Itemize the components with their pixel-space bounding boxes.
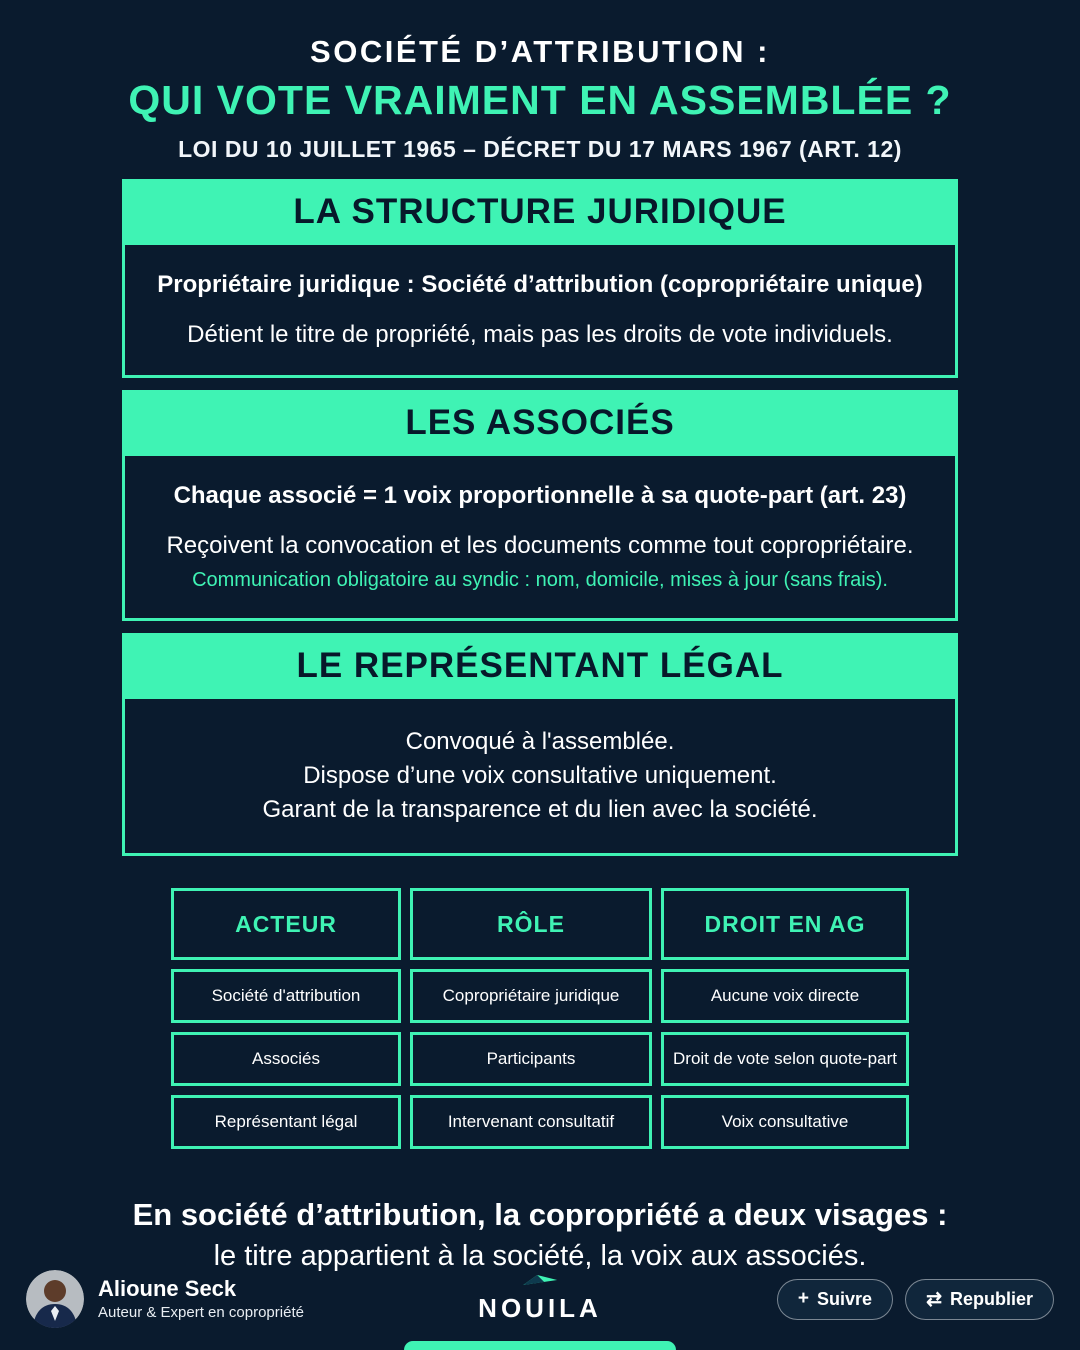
conclusion-bold-line: En société d’attribution, la copropriété a deux visages : (132, 1197, 948, 1233)
brand-name: NOUILA (478, 1293, 602, 1323)
section-representant-legal (122, 633, 958, 856)
bottom-accent-bar (404, 1341, 676, 1350)
footer-bar (0, 1268, 1080, 1330)
section-title-representant: LE REPRÉSENTANT LÉGAL (122, 633, 958, 699)
section-text: Détient le titre de propriété, mais pas les droits de vote individuels. (187, 321, 893, 348)
repost-icon: ⇄ (926, 1288, 942, 1310)
table-cell: Associés (171, 1032, 401, 1086)
actors-table (171, 888, 909, 1149)
author-role: Auteur & Expert en copropriété (98, 1304, 304, 1322)
section-title-structure: LA STRUCTURE JURIDIQUE (122, 179, 958, 245)
table-cell: Aucune voix directe (661, 969, 909, 1023)
conclusion-regular-line: le titre appartient à la société, la voix aux associés. (213, 1240, 867, 1273)
table-cell: Voix consultative (661, 1095, 909, 1149)
follow-button-label: Suivre (817, 1288, 873, 1309)
avatar-photo (26, 1270, 84, 1328)
section-line: Garant de la transparence et du lien avec la société. (262, 796, 818, 824)
section-line: Dispose d’une voix consultative uniquement. (303, 762, 777, 790)
table-header-role: RÔLE (410, 888, 652, 960)
section-body-associes (122, 456, 958, 621)
table-cell: Copropriétaire juridique (410, 969, 652, 1023)
author-profile[interactable] (26, 1270, 304, 1328)
table-header-acteur: ACTEUR (171, 888, 401, 960)
title-line2: QUI VOTE VRAIMENT EN ASSEMBLÉE ? (128, 77, 952, 123)
header (128, 34, 951, 163)
repost-button-label: Republier (949, 1288, 1033, 1309)
avatar[interactable] (26, 1270, 84, 1328)
section-body-structure (122, 245, 958, 378)
section-body-representant (122, 699, 958, 856)
section-line: Convoqué à l'assemblée. (405, 728, 675, 755)
section-text: Reçoivent la convocation et les documents comme tout copropriétaire. (166, 532, 914, 559)
section-lead: Chaque associé = 1 voix proportionnelle à sa quote-part (art. 23) (173, 482, 907, 509)
title-line1: SOCIÉTÉ D’ATTRIBUTION : (310, 34, 770, 69)
author-name: Alioune Seck (98, 1275, 237, 1301)
table-cell: Intervenant consultatif (410, 1095, 652, 1149)
follow-button[interactable] (777, 1279, 893, 1320)
repost-button[interactable] (905, 1279, 1054, 1320)
subtitle-law-reference: LOI DU 10 JUILLET 1965 – DÉCRET DU 17 MARS 1967 (ART. 12) (178, 136, 902, 162)
table-cell: Participants (410, 1032, 652, 1086)
section-lead: Propriétaire juridique : Société d’attribution (copropriétaire unique) (157, 271, 923, 298)
conclusion (133, 1197, 948, 1273)
plus-icon: + (797, 1288, 810, 1309)
author-text (98, 1277, 304, 1321)
nouila-logo-icon (518, 1272, 562, 1288)
section-associes (122, 390, 958, 621)
table-header-droit: DROIT EN AG (661, 888, 909, 960)
table-cell: Représentant légal (171, 1095, 401, 1149)
brand-logo (478, 1272, 602, 1324)
section-title-associes: LES ASSOCIÉS (122, 390, 958, 456)
section-structure-juridique (122, 179, 958, 378)
table-cell: Droit de vote selon quote-part (661, 1032, 909, 1086)
table-cell: Société d'attribution (171, 969, 401, 1023)
footer-actions (777, 1279, 1054, 1320)
section-note: Communication obligatoire au syndic : nom, domicile, mises à jour (sans frais). (192, 569, 888, 591)
